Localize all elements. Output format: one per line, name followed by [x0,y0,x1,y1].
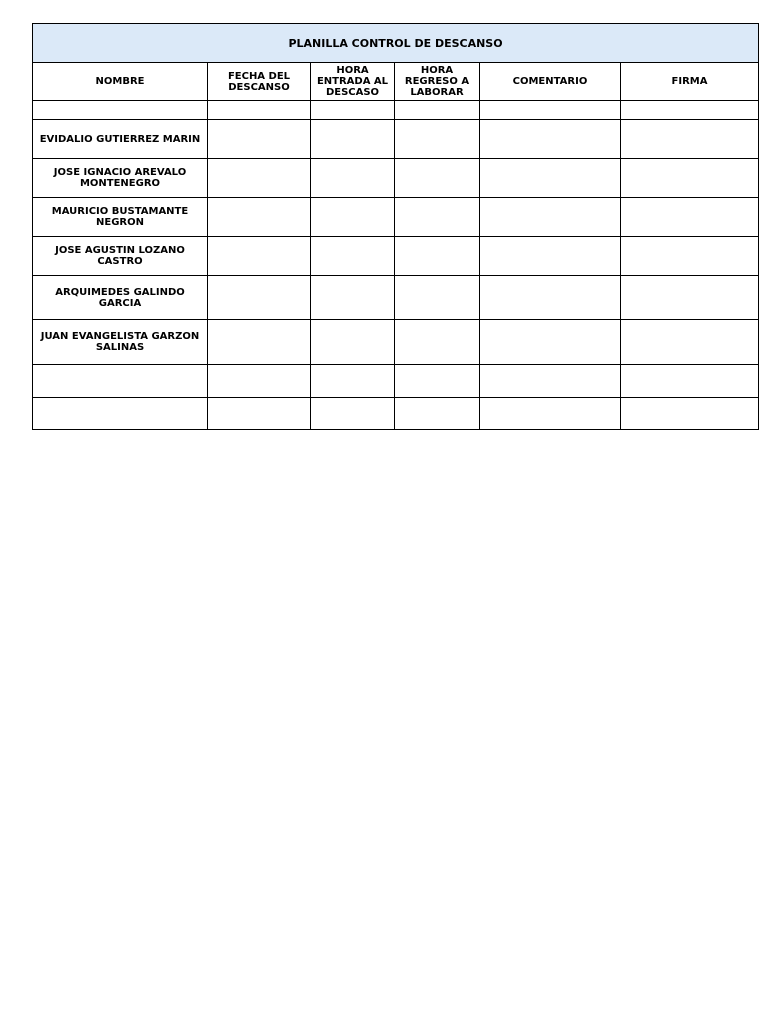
cell-nombre: MAURICIO BUSTAMANTE NEGRON [33,198,208,237]
header-hora-entrada: HORA ENTRADA AL DESCASO [311,63,395,101]
cell-firma[interactable] [621,320,759,365]
cell-hora-entrada[interactable] [311,159,395,198]
cell-firma[interactable] [621,365,759,398]
cell-fecha[interactable] [208,365,311,398]
sheet-title: PLANILLA CONTROL DE DESCANSO [33,24,759,63]
cell-hora-regreso[interactable] [395,365,480,398]
table-row [33,159,759,198]
cell-firma[interactable] [621,276,759,320]
cell-hora-entrada[interactable] [311,365,395,398]
cell-fecha[interactable] [208,276,311,320]
cell-hora-entrada[interactable] [311,276,395,320]
cell-comentario[interactable] [480,237,621,276]
table-row [33,320,759,365]
cell-fecha[interactable] [208,320,311,365]
cell-hora-regreso[interactable] [395,159,480,198]
cell-firma[interactable] [621,159,759,198]
cell-comentario[interactable] [480,365,621,398]
cell-comentario[interactable] [480,398,621,430]
cell-comentario[interactable] [480,198,621,237]
cell-nombre [33,398,208,430]
cell-nombre [33,101,208,120]
table-row [33,120,759,159]
cell-hora-entrada[interactable] [311,237,395,276]
table-row [33,276,759,320]
cell-hora-entrada[interactable] [311,320,395,365]
cell-hora-regreso[interactable] [395,320,480,365]
table-row [33,101,759,120]
cell-firma[interactable] [621,237,759,276]
cell-hora-entrada[interactable] [311,198,395,237]
table-row [33,365,759,398]
cell-firma[interactable] [621,101,759,120]
cell-nombre: JOSE AGUSTIN LOZANO CASTRO [33,237,208,276]
cell-hora-entrada[interactable] [311,398,395,430]
table-row [33,198,759,237]
cell-comentario[interactable] [480,276,621,320]
cell-fecha[interactable] [208,159,311,198]
rest-control-sheet [32,23,758,430]
rest-control-table [32,23,759,430]
cell-hora-regreso[interactable] [395,276,480,320]
cell-firma[interactable] [621,198,759,237]
cell-comentario[interactable] [480,159,621,198]
cell-nombre: JUAN EVANGELISTA GARZON SALINAS [33,320,208,365]
cell-firma[interactable] [621,120,759,159]
cell-fecha[interactable] [208,198,311,237]
header-nombre: NOMBRE [33,63,208,101]
cell-comentario[interactable] [480,320,621,365]
cell-fecha[interactable] [208,101,311,120]
cell-nombre: ARQUIMEDES GALINDO GARCIA [33,276,208,320]
cell-hora-regreso[interactable] [395,101,480,120]
table-row [33,398,759,430]
cell-hora-regreso[interactable] [395,120,480,159]
cell-comentario[interactable] [480,101,621,120]
cell-fecha[interactable] [208,120,311,159]
cell-hora-entrada[interactable] [311,101,395,120]
cell-firma[interactable] [621,398,759,430]
cell-hora-regreso[interactable] [395,237,480,276]
cell-fecha[interactable] [208,398,311,430]
header-comentario: COMENTARIO [480,63,621,101]
cell-nombre: EVIDALIO GUTIERREZ MARIN [33,120,208,159]
cell-nombre [33,365,208,398]
header-hora-regreso: HORA REGRESO A LABORAR [395,63,480,101]
cell-fecha[interactable] [208,237,311,276]
header-firma: FIRMA [621,63,759,101]
cell-hora-regreso[interactable] [395,398,480,430]
cell-hora-regreso[interactable] [395,198,480,237]
cell-nombre: JOSE IGNACIO AREVALO MONTENEGRO [33,159,208,198]
cell-hora-entrada[interactable] [311,120,395,159]
cell-comentario[interactable] [480,120,621,159]
header-fecha: FECHA DEL DESCANSO [208,63,311,101]
table-row [33,237,759,276]
header-row [33,63,759,101]
